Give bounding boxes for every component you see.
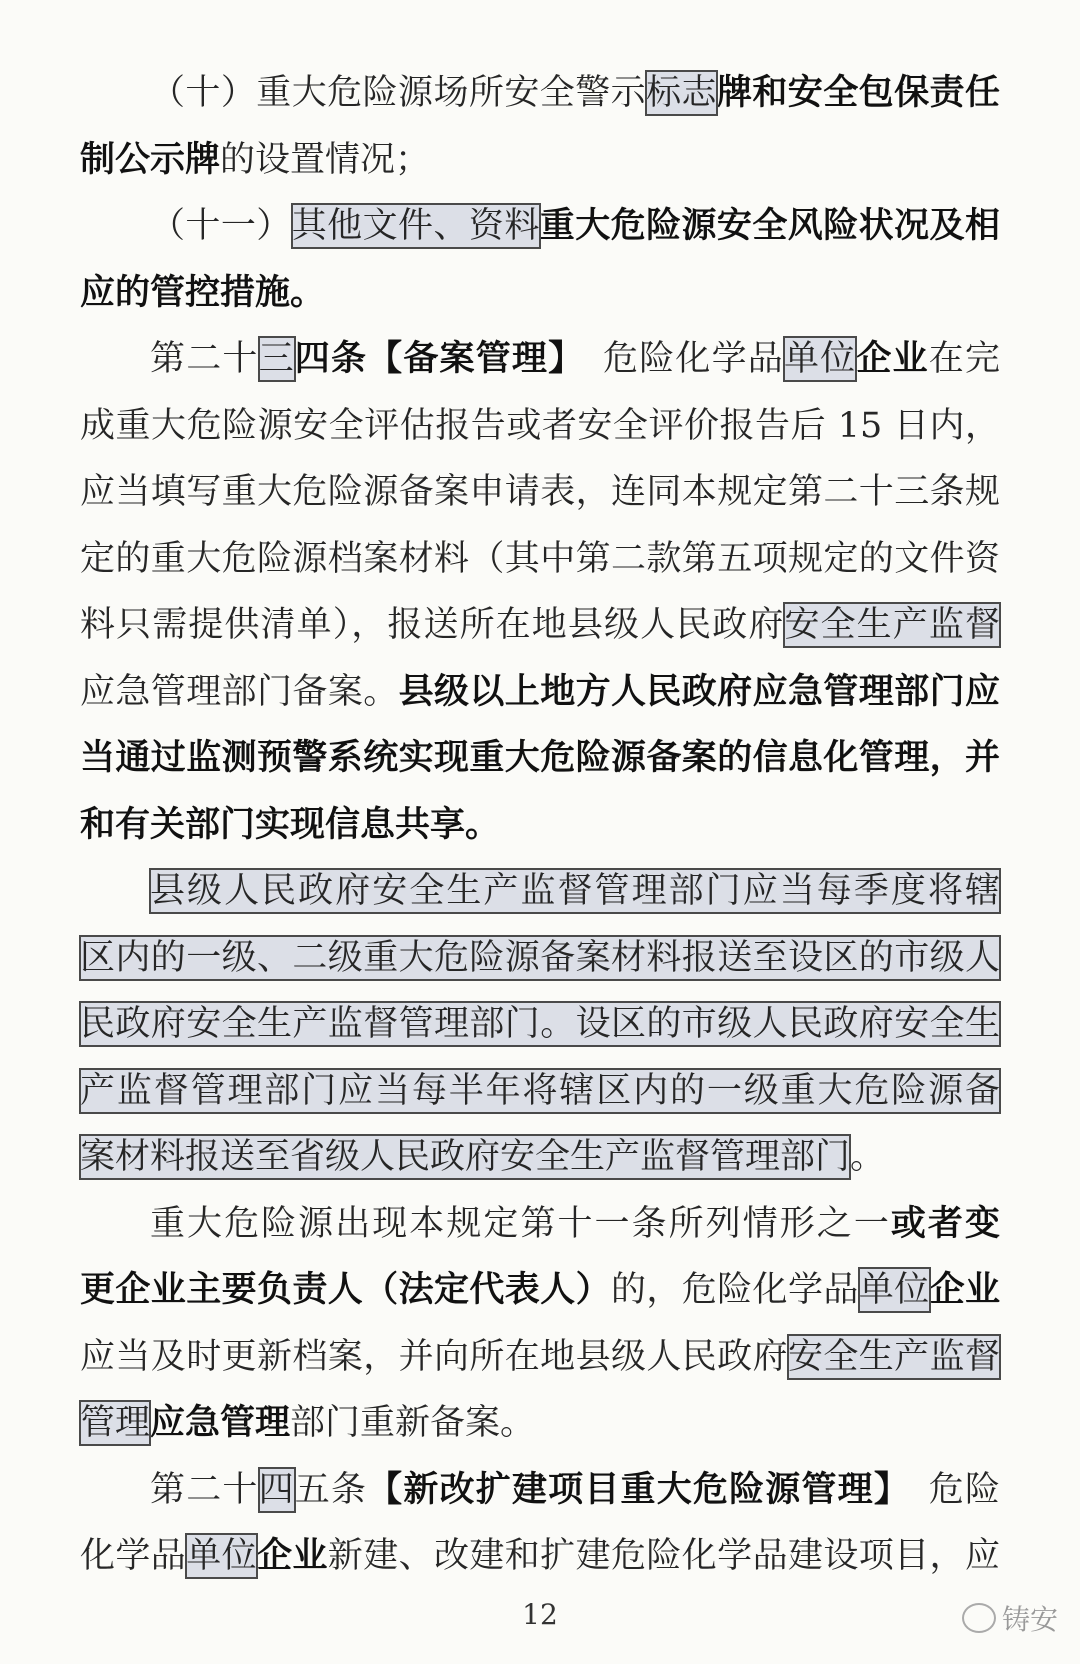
bold-text-run: 重大危险源安全风险状况及相 — [539, 206, 1000, 246]
struck-text-box: 单位 — [186, 1536, 257, 1576]
text-run: 应当及时更新档案，并向所在地县级人民政府 — [80, 1336, 788, 1377]
struck-text-box: 民政府安全生产监督管理部门。设区的市级人民政府安全生 — [80, 1004, 1000, 1044]
watermark — [962, 1598, 1058, 1638]
text-line — [80, 1390, 1000, 1457]
text-line — [80, 1257, 1000, 1324]
bold-text-run: 当通过监测预警系统实现重大危险源备案的信息化管理，并 — [80, 738, 1000, 778]
text-line — [80, 1457, 1000, 1524]
text-run: 危险 — [892, 1469, 1000, 1510]
text-run: 。 — [850, 1137, 886, 1177]
bold-text-run: 牌和安全包保责任 — [716, 73, 1000, 113]
text-line — [80, 393, 1000, 460]
struck-text-box: 安全生产监督 — [784, 605, 1000, 645]
text-line — [80, 792, 1000, 859]
bold-text-run: 县级以上地方人民政府应急管理部门应 — [398, 671, 1000, 712]
text-line — [80, 260, 1000, 327]
text-line — [80, 659, 1000, 726]
struck-text-box: 县级人民政府安全生产监督管理部门应当每季度将辖 — [150, 871, 1000, 911]
text-run: 料只需提供清单），报送所在地县级人民政府 — [80, 605, 785, 645]
bold-text-run: 更企业主要负责人（法定代表人） — [80, 1270, 611, 1310]
text-run: 新建、改建和扩建危险化学品建设项目，应 — [327, 1536, 1000, 1576]
bold-text-run: 【新改扩建项目重大危险源管理】 — [367, 1469, 893, 1510]
bold-text-run: 应急管理 — [150, 1403, 291, 1443]
text-run: （十一） — [150, 206, 292, 246]
text-run: 第二十 — [150, 339, 259, 379]
bold-text-run: 制公示牌 — [80, 139, 221, 180]
text-run: 第二十 — [150, 1469, 259, 1510]
text-line — [80, 1124, 1000, 1191]
text-run: 部门重新备案。 — [290, 1403, 536, 1443]
text-run: 定的重大危险源档案材料（其中第二款第五项规定的文件资 — [80, 538, 1000, 579]
text-line — [80, 127, 1000, 194]
text-line — [80, 592, 1000, 659]
text-line — [80, 725, 1000, 792]
bold-text-run: 企业 — [929, 1270, 1000, 1310]
text-run: 在完 — [928, 339, 1000, 379]
struck-text-box: 三 — [258, 339, 295, 379]
text-run: 危险化学品 — [566, 339, 784, 379]
text-line — [80, 326, 1000, 393]
text-line — [80, 193, 1000, 260]
text-run: （十）重大危险源场所安全警示 — [150, 73, 647, 113]
struck-text-box: 产监督管理部门应当每半年将辖区内的一级重大危险源备 — [80, 1070, 1000, 1111]
struck-text-box: 其他文件、资料 — [291, 206, 540, 246]
watermark-text: 铸安 — [1001, 1603, 1058, 1636]
struck-text-box: 单位 — [783, 339, 857, 379]
text-run: 的设置情况； — [220, 139, 431, 180]
text-line — [80, 858, 1000, 925]
struck-text-box: 案材料报送至省级人民政府安全生产监督管理部门 — [80, 1137, 851, 1177]
wechat-icon — [962, 1603, 996, 1633]
text-line — [80, 60, 1000, 127]
text-line — [80, 1191, 1000, 1258]
bold-text-run: 企业 — [257, 1536, 328, 1576]
page-number: 12 — [522, 1598, 558, 1631]
text-line — [80, 1058, 1000, 1125]
bold-text-run: 企业 — [856, 339, 929, 379]
text-run: 重大危险源出现本规定第十一条所列情形之一 — [150, 1203, 891, 1244]
bold-text-run: 或者变 — [890, 1203, 1000, 1244]
document-body — [80, 60, 1000, 1590]
text-run: 五条 — [294, 1469, 368, 1510]
bold-text-run: 应的管控措施。 — [80, 272, 326, 313]
text-line — [80, 1523, 1000, 1590]
struck-text-box: 区内的一级、二级重大危险源备案材料报送至设区的市级人 — [80, 937, 1000, 978]
struck-text-box: 标志 — [646, 73, 717, 113]
text-line — [80, 925, 1000, 992]
struck-text-box: 安全生产监督 — [787, 1336, 1000, 1377]
struck-text-box: 管理 — [80, 1403, 151, 1443]
text-line — [80, 1324, 1000, 1391]
bold-text-run: 和有关部门实现信息共享。 — [80, 804, 501, 845]
text-run: 成重大危险源安全评估报告或者安全评价报告后 15 日内， — [80, 405, 1000, 446]
struck-text-box: 单位 — [858, 1270, 930, 1310]
text-line — [80, 991, 1000, 1058]
text-run: 化学品 — [80, 1536, 187, 1576]
text-run: 应当填写重大危险源备案申请表，连同本规定第二十三条规 — [80, 472, 1000, 512]
bold-text-run: 四条【备案管理】 — [294, 339, 567, 379]
text-line — [80, 459, 1000, 526]
text-line — [80, 526, 1000, 593]
struck-text-box: 四 — [258, 1469, 295, 1510]
text-run: 应急管理部门备案。 — [80, 671, 399, 712]
text-run: 的，危险化学品 — [610, 1270, 859, 1310]
